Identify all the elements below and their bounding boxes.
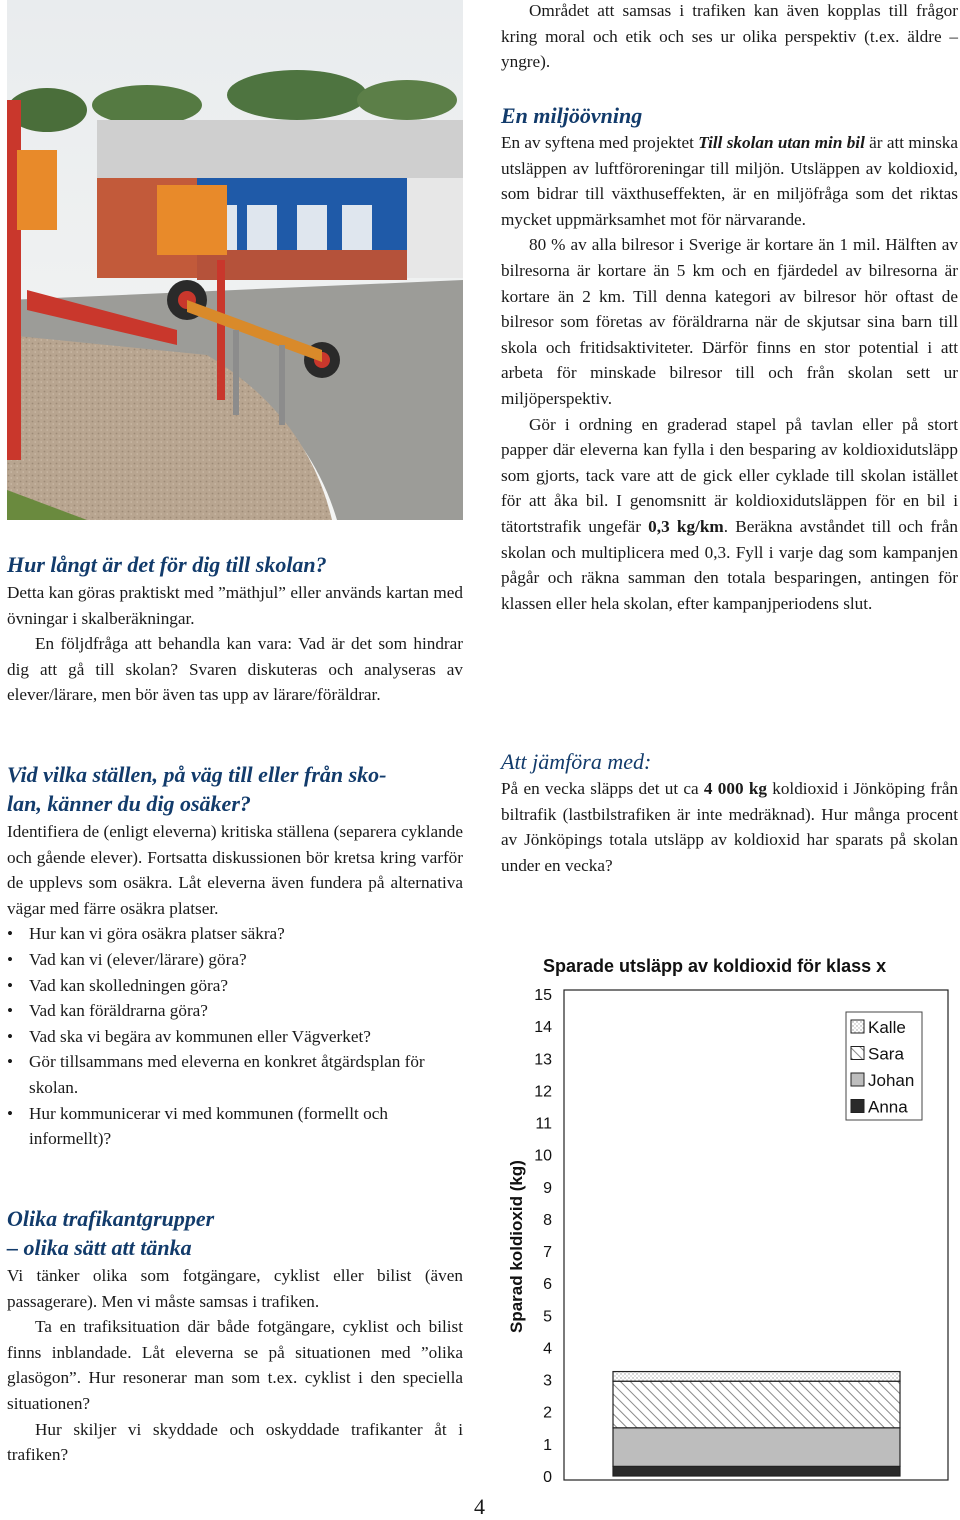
paragraph: Ta en trafiksituation där både fotgängare, cyklist och bilist finns inblandade. Låt eleverna se på situationen med ”olika glasögon”. Hur resonerar man som t.ex. cyklist i den speciella situationen? — [7, 1317, 463, 1413]
bullet-icon: • — [7, 1103, 14, 1123]
section-intro — [501, 0, 958, 75]
bar-segment-sara — [613, 1381, 900, 1428]
heading-unsafe-line2: lan, känner du dig osäker? — [7, 791, 251, 816]
y-tick-label: 14 — [534, 1019, 552, 1037]
paragraph: Identifiera de (enligt eleverna) kritiska ställena (separera cyklande och gående elever). Fortsatta diskussionen bör kretsa kring varför de upplevs som osäkra. Låt eleverna även fundera på alternativa vägar med färre osäkra platser. — [7, 822, 463, 918]
y-tick-label: 0 — [543, 1469, 552, 1486]
bar-segment-johan — [613, 1428, 900, 1467]
list-item: • Vad kan skolledningen göra? — [7, 973, 463, 999]
bullet-icon: • — [7, 1052, 14, 1072]
heading-groups-line2: – olika sätt att tänka — [7, 1235, 192, 1260]
emission-rate: 0,3 kg/km — [648, 516, 724, 536]
co2-chart — [500, 945, 960, 1505]
project-name: Till skolan utan min bil — [698, 133, 865, 152]
heading-unsafe-line1: Vid vilka ställen, på väg till eller från sko- — [7, 762, 387, 787]
legend-label-johan: Johan — [868, 1071, 915, 1090]
section-distance — [7, 550, 463, 708]
y-tick-label: 5 — [543, 1308, 552, 1326]
paragraph: Hur skiljer vi skyddade och oskyddade trafikanter åt i trafiken? — [7, 1419, 463, 1465]
bullet-icon: • — [7, 924, 14, 944]
y-tick-label: 6 — [543, 1276, 552, 1294]
section-compare — [501, 747, 958, 878]
paragraph: En av syftena med projektet Till skolan utan min bil är att minska utsläppen av luftföroreningar till miljön. Utsläppen av koldioxid, som bidrar till växthuseffekten, är en miljöfråga som det riktas mycket uppmärksamhet mot för närvarande. — [501, 133, 958, 229]
y-tick-label: 8 — [543, 1211, 552, 1229]
bullet-icon: • — [7, 975, 14, 995]
section-road-user-groups — [7, 1204, 463, 1468]
legend-swatch-kalle — [851, 1020, 864, 1033]
bullet-icon: • — [7, 1026, 14, 1046]
y-axis-label: Sparad koldioxid (kg) — [507, 1160, 526, 1333]
page-number: 4 — [474, 1494, 485, 1519]
y-tick-label: 3 — [543, 1372, 552, 1390]
list-item: • Vad kan föräldrarna göra? — [7, 998, 463, 1024]
y-tick-label: 9 — [543, 1179, 552, 1197]
question-list — [7, 921, 463, 1151]
legend-swatch-anna — [851, 1100, 864, 1113]
paragraph: Gör i ordning en graderad stapel på tavlan eller på stort papper där eleverna kan fylla i den besparing av koldioxidutsläpp som gjorts, tack vare att de gick eller cyklade till skolan istället för att åka bil. I genomsnitt är koldioxidutsläppen för en bil i tätortstrafik ungefär 0,3 kg/km. Beräkna avståndet till och från skolan och multiplicera med 0,3. Fyll i varje dag som kampanjen pågår och räkna samman den totala besparingen, antingen för klassen eller hela skolan, efter kampanjperiodens slut. — [501, 414, 958, 613]
paragraph: På en vecka släpps det ut ca 4 000 kg koldioxid i Jönköping från biltrafik (lastbilstrafiken är inte medräknad). Hur många procent av Jönköpings totala utsläpp av koldioxid har sparats på skolan under en vecka? — [501, 779, 958, 875]
y-tick-label: 2 — [543, 1404, 552, 1422]
list-item: • Vad ska vi begära av kommunen eller Vägverket? — [7, 1024, 463, 1050]
y-tick-label: 11 — [535, 1115, 552, 1133]
list-item: • Hur kommunicerar vi med kommunen (formellt och informellt)? — [7, 1101, 463, 1152]
bar-segment-kalle — [613, 1372, 900, 1382]
list-item: • Vad kan vi (elever/lärare) göra? — [7, 947, 463, 973]
bar-segment-anna — [613, 1466, 900, 1476]
paragraph: Detta kan göras praktiskt med ”mäthjul” eller används kartan med övningar i skalberäkningar. — [7, 583, 463, 628]
y-tick-label: 7 — [543, 1244, 552, 1262]
emission-amount: 4 000 kg — [703, 779, 767, 798]
co2-chart-svg — [500, 945, 960, 1505]
paragraph: Området att samsas i trafiken kan även kopplas till frågor kring moral och etik och ses ur olika perspektiv (t.ex. äldre – yngre). — [501, 1, 958, 72]
section-unsafe-places — [7, 760, 463, 1152]
list-item: • Hur kan vi göra osäkra platser säkra? — [7, 921, 463, 947]
y-tick-label: 1 — [543, 1436, 552, 1454]
chart-title: Sparade utsläpp av koldioxid för klass x — [543, 956, 887, 976]
heading-environment: En miljöövning — [501, 103, 643, 128]
legend-label-kalle: Kalle — [868, 1018, 906, 1037]
playground-illustration — [7, 0, 463, 520]
legend-label-sara: Sara — [868, 1044, 904, 1064]
paragraph: En följdfråga att behandla kan vara: Vad är det som hindrar dig att gå till skolan? Svaren diskuteras och analyseras av elever/lärare, men bör även tas upp av lärare/föräldrar. — [7, 634, 463, 705]
list-item: • Gör tillsammans med eleverna en konkret åtgärdsplan för skolan. — [7, 1049, 463, 1100]
bullet-icon: • — [7, 949, 14, 969]
y-tick-label: 12 — [534, 1083, 552, 1101]
heading-distance: Hur långt är det för dig till skolan? — [7, 552, 327, 577]
y-tick-label: 10 — [534, 1147, 552, 1165]
paragraph: Vi tänker olika som fotgängare, cyklist eller bilist (även passagerare). Men vi måste samsas i trafiken. — [7, 1266, 463, 1311]
heading-compare: Att jämföra med: — [501, 749, 652, 774]
y-tick-label: 15 — [534, 987, 552, 1004]
legend-swatch-johan — [851, 1073, 864, 1086]
y-tick-label: 4 — [543, 1340, 552, 1358]
heading-groups-line1: Olika trafikantgrupper — [7, 1206, 215, 1231]
legend-swatch-sara — [851, 1047, 864, 1060]
section-environment — [501, 101, 958, 616]
y-tick-label: 13 — [534, 1051, 552, 1069]
paragraph: 80 % av alla bilresor i Sverige är kortare än 1 mil. Hälften av bilresorna är kortare än 5 km och en fjärdedel av bilresorna är kortare än 2 km. Till denna kategori av bilresor hör oftast de bilresor som företas av föräldrarna när de skjutsar sina barn till skola och fritidsaktiviteter. Därför finns en stor potential i att arbeta för minskade bilresor till och från skolan sett ur miljöperspektiv. — [501, 235, 958, 408]
playground-photo — [7, 0, 463, 520]
bullet-icon: • — [7, 1001, 14, 1021]
legend-label-anna: Anna — [868, 1097, 908, 1117]
